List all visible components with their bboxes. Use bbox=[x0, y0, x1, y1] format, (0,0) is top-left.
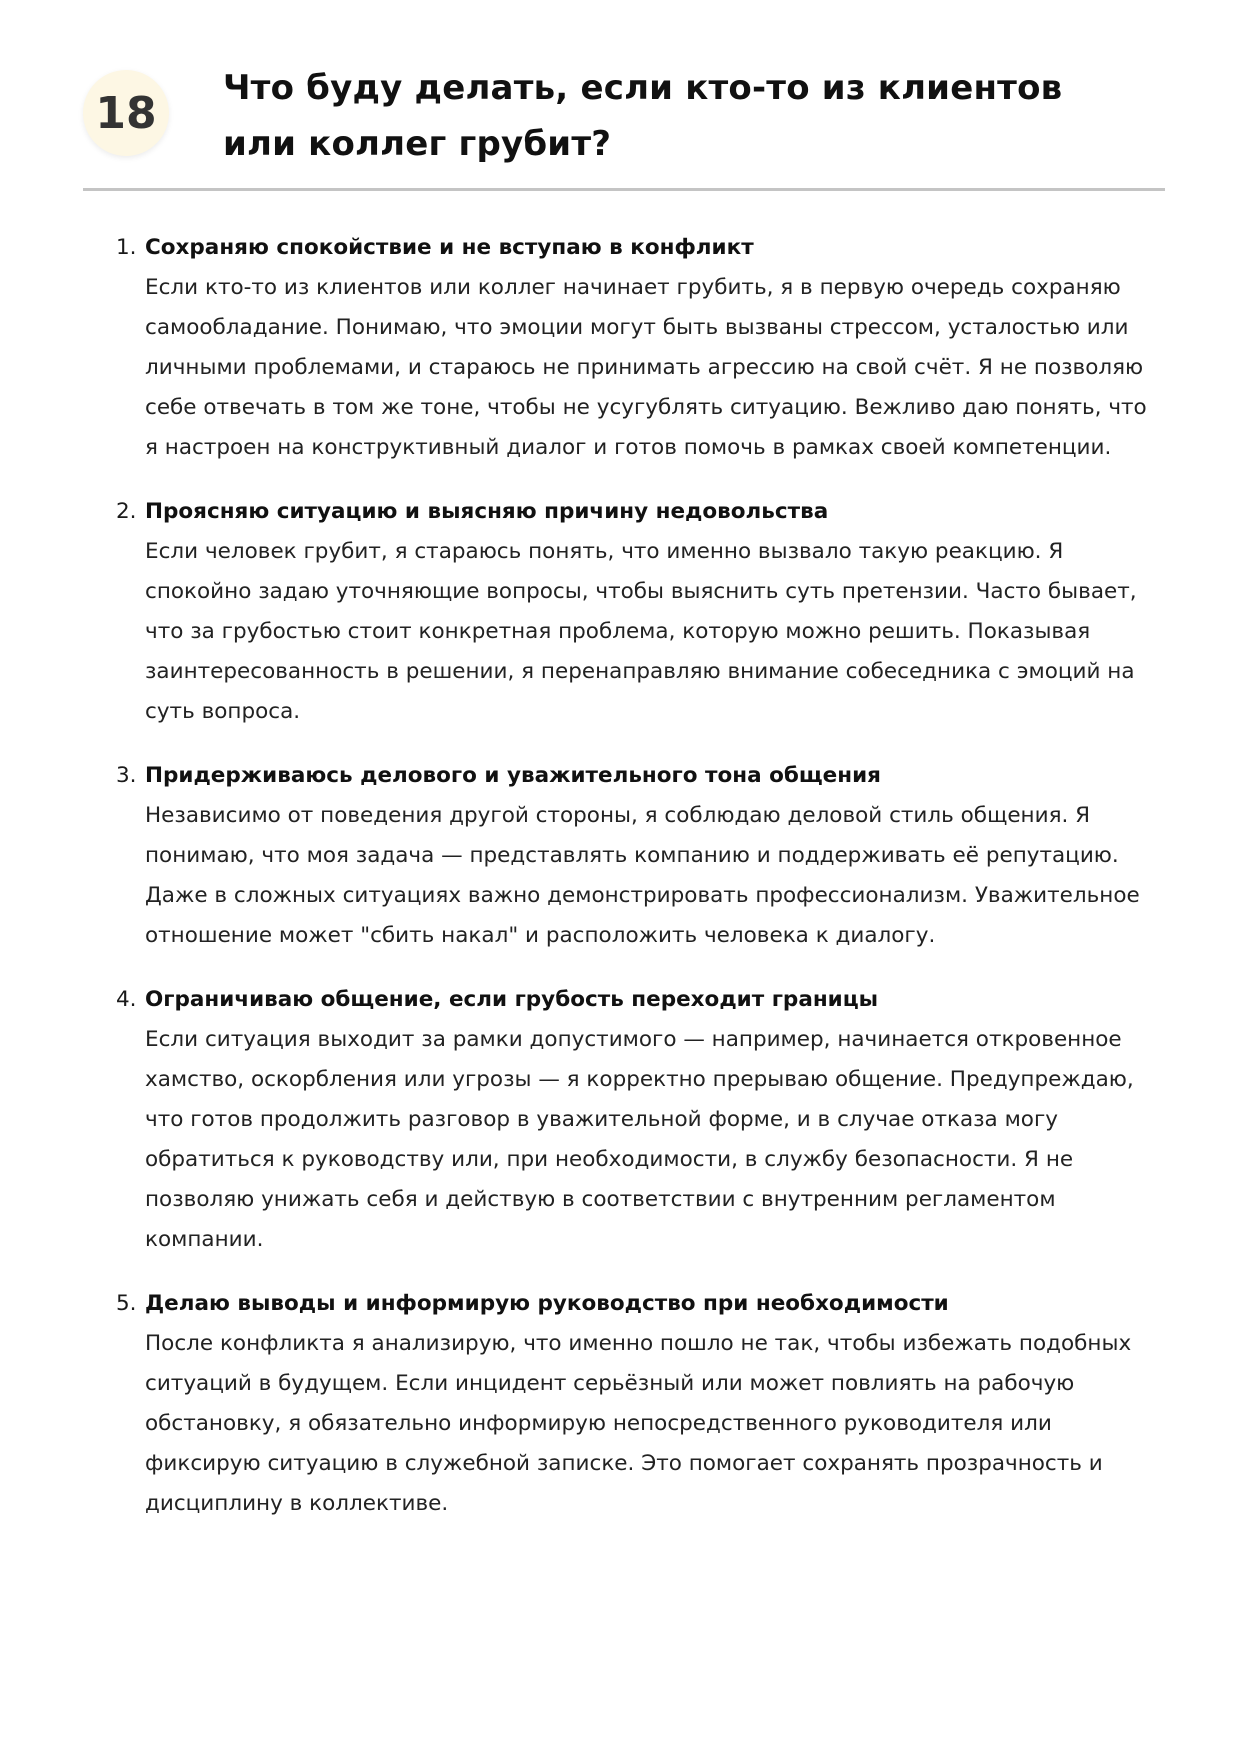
item-number: 4. bbox=[116, 987, 137, 1012]
item-number: 3. bbox=[116, 763, 137, 788]
answer-list bbox=[116, 228, 1166, 1548]
item-text: Если человек грубит, я стараюсь понять, что именно вызвало такую реакцию. Я спокойно задаю уточняющие вопросы, чтобы выяснить суть претензии. Часто бывает, что за грубостью стоит конкретная проблема, которую можно решить. Показывая заинтересованность в решении, я перенаправляю внимание собеседника с эмоций на суть вопроса. bbox=[145, 539, 1137, 724]
item-title: Придерживаюсь делового и уважительного тона общения bbox=[145, 763, 881, 788]
item-text: После конфликта я анализирую, что именно пошло не так, чтобы избежать подобных ситуаций в будущем. Если инцидент серьёзный или может повлиять на рабочую обстановку, я обязательно информирую непосредственного руководителя или фиксирую ситуацию в служебной записке. Это помогает сохранять прозрачность и дисциплину в коллективе. bbox=[145, 1331, 1132, 1516]
item-number: 2. bbox=[116, 499, 137, 524]
item-title: Проясняю ситуацию и выясняю причину недовольства bbox=[145, 499, 829, 524]
answer-item bbox=[116, 228, 1166, 468]
answer-item bbox=[116, 980, 1166, 1260]
answer-item bbox=[116, 756, 1166, 956]
item-title: Ограничиваю общение, если грубость переходит границы bbox=[145, 987, 879, 1012]
answer-item bbox=[116, 492, 1166, 732]
question-number-badge: 18 bbox=[83, 70, 169, 156]
item-text: Если ситуация выходит за рамки допустимого — например, начинается откровенное хамство, оскорбления или угрозы — я корректно прерываю общение. Предупреждаю, что готов продолжить разговор в уважительной форме, и в случае отказа могу обратиться к руководству или, при необходимости, в службу безопасности. Я не позволяю унижать себя и действую в соответствии с внутренним регламентом компании. bbox=[145, 1027, 1134, 1252]
item-title: Сохраняю спокойствие и не вступаю в конфликт bbox=[145, 235, 754, 260]
question-title: Что буду делать, если кто-то из клиентов или коллег грубит? bbox=[223, 68, 1063, 164]
item-number: 1. bbox=[116, 235, 137, 260]
question-header bbox=[83, 60, 1165, 191]
item-text: Независимо от поведения другой стороны, я соблюдаю деловой стиль общения. Я понимаю, что моя задача — представлять компанию и поддерживать её репутацию. Даже в сложных ситуациях важно демонстрировать профессионализм. Уважительное отношение может "сбить накал" и расположить человека к диалогу. bbox=[145, 803, 1140, 948]
item-text: Если кто-то из клиентов или коллег начинает грубить, я в первую очередь сохраняю самообладание. Понимаю, что эмоции могут быть вызваны стрессом, усталостью или личными проблемами, и стараюсь не принимать агрессию на свой счёт. Я не позволяю себе отвечать в том же тоне, чтобы не усугублять ситуацию. Вежливо даю понять, что я настроен на конструктивный диалог и готов помочь в рамках своей компетенции. bbox=[145, 275, 1147, 460]
item-number: 5. bbox=[116, 1291, 137, 1316]
item-title: Делаю выводы и информирую руководство при необходимости bbox=[145, 1291, 949, 1316]
answer-item bbox=[116, 1284, 1166, 1524]
